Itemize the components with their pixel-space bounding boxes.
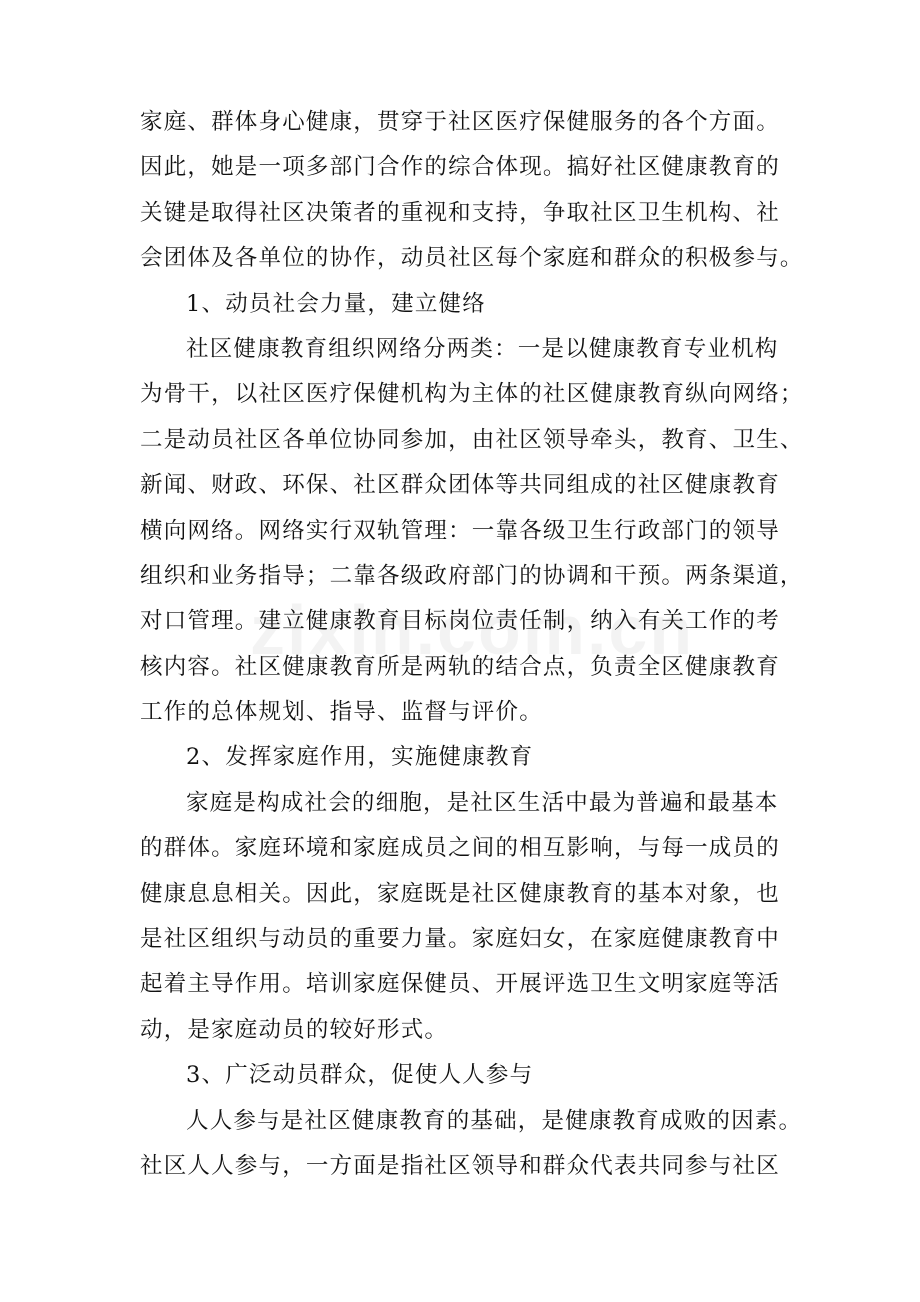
text-line: 对口管理。建立健康教育目标岗位责任制，纳入有关工作的考 bbox=[140, 608, 780, 635]
text-line: 健康息息相关。因此，家庭既是社区健康教育的基本对象，也 bbox=[140, 880, 780, 907]
text-line: 是社区组织与动员的重要力量。家庭妇女，在家庭健康教育中 bbox=[140, 926, 780, 953]
text-line: 新闻、财政、环保、社区群众团体等共同组成的社区健康教育 bbox=[140, 472, 780, 499]
text-line: 关键是取得社区决策者的重视和支持，争取社区卫生机构、社 bbox=[140, 199, 780, 226]
document-body bbox=[140, 100, 804, 1189]
text-line: 横向网络。网络实行双轨管理：一靠各级卫生行政部门的领导 bbox=[140, 517, 780, 544]
text-line: 会团体及各单位的协作，动员社区每个家庭和群众的积极参与。 bbox=[140, 245, 804, 272]
text-line: 工作的总体规划、指导、监督与评价。 bbox=[140, 699, 543, 726]
text-line: 组织和业务指导；二靠各级政府部门的协调和干预。两条渠道， bbox=[140, 562, 804, 589]
text-line: 核内容。社区健康教育所是两轨的结合点，负责全区健康教育 bbox=[140, 653, 780, 680]
text-line: 社区人人参与，一方面是指社区领导和群众代表共同参与社区 bbox=[140, 1152, 780, 1179]
section-heading-3: 3、广泛动员群众，促使人人参与 bbox=[186, 1062, 534, 1089]
section-heading-2: 2、发挥家庭作用，实施健康教育 bbox=[186, 744, 534, 771]
text-line: 家庭、群体身心健康，贯穿于社区医疗保健服务的各个方面。 bbox=[140, 109, 780, 135]
text-line: 因此，她是一项多部门合作的综合体现。搞好社区健康教育的 bbox=[140, 154, 780, 181]
text-line: 起着主导作用。培训家庭保健员、开展评选卫生文明家庭等活 bbox=[140, 971, 780, 998]
paragraph-start: 家庭是构成社会的细胞，是社区生活中最为普遍和最基本 bbox=[186, 789, 779, 816]
text-line: 动，是家庭动员的较好形式。 bbox=[140, 1016, 449, 1043]
text-line: 二是动员社区各单位协同参加，由社区领导牵头，教育、卫生、 bbox=[140, 426, 804, 453]
paragraph-start: 社区健康教育组织网络分两类：一是以健康教育专业机构 bbox=[186, 335, 779, 362]
text-line: 为骨干，以社区医疗保健机构为主体的社区健康教育纵向网络； bbox=[140, 381, 804, 408]
section-heading-1: 1、动员社会力量，建立健络 bbox=[186, 290, 486, 317]
paragraph-start: 人人参与是社区健康教育的基础，是健康教育成败的因素。 bbox=[186, 1107, 803, 1134]
text-line: 的群体。家庭环境和家庭成员之间的相互影响，与每一成员的 bbox=[140, 835, 780, 862]
